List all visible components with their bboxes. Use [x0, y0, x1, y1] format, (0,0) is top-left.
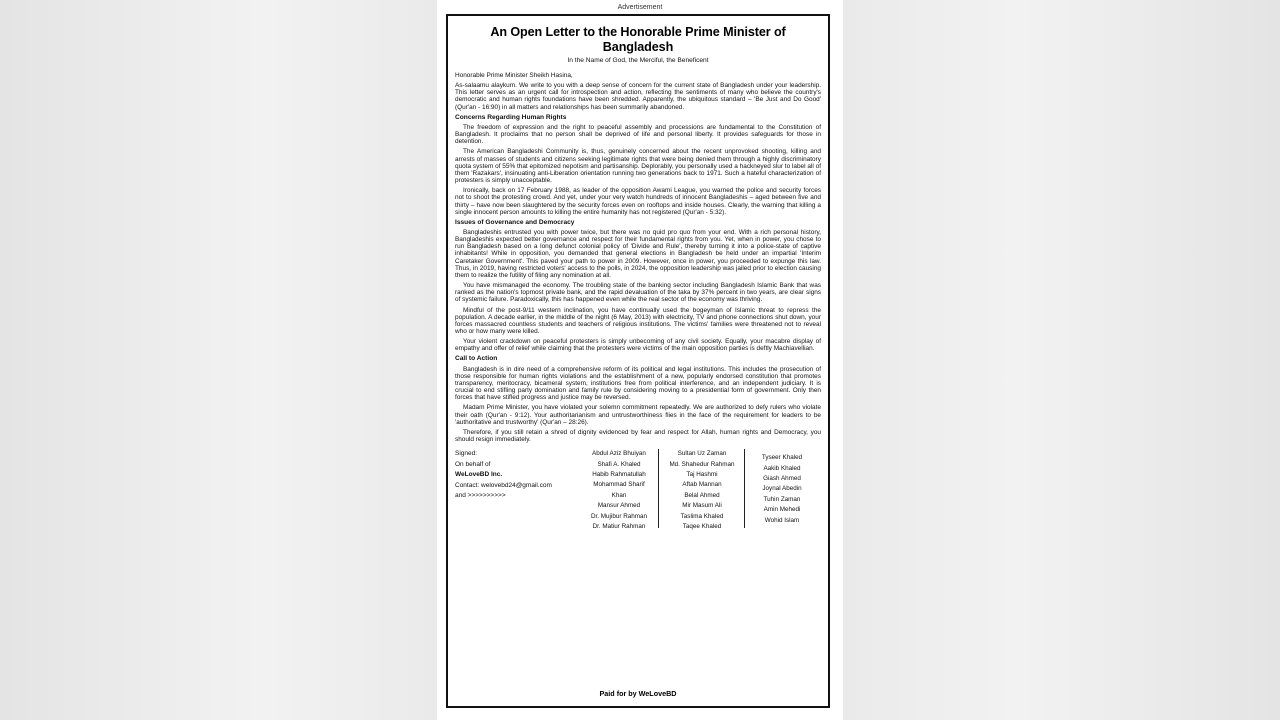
background-right: [843, 0, 1280, 720]
signatory-name: Taqee Khaled: [682, 523, 722, 531]
signatory-name: Md. Shahedur Rahman: [669, 460, 735, 468]
section-heading: Issues of Governance and Democracy: [455, 218, 575, 226]
signatory-name: Mir Masum Ali: [682, 502, 722, 510]
signatory-name: Tuhin Zaman: [763, 495, 801, 503]
signatory-name: Aftab Mannan: [682, 481, 722, 489]
signature-area: [455, 449, 821, 531]
signatory-name: Giash Ahmed: [763, 475, 801, 482]
paragraph: Your violent crackdown on peaceful protesters is simply unbecoming of any civil society. Equally, your macabre display of empathy and offer of relief while claiming that the protesters were victims of the main opposition parties is deftly Machiavellian.: [455, 338, 821, 353]
signatory-name: Shafi A. Khaled: [597, 460, 641, 468]
organization-name: WeLoveBD Inc.: [455, 471, 503, 479]
background-left: [0, 0, 437, 720]
signatory-name: Joynal Abedin: [762, 485, 802, 493]
intro-paragraph: As-salaamu alaykum. We write to you with a deep sense of concern for the current state of Bangladesh under your leadership. This letter serves as an urgent call for introspection and action, reflecting the sentiments of many who believe the country's democratic and human rights foundations have been shredded. Apparently, the ubiquitous standard – 'Be Just and Do Good' (Qur'an - 16:90) in all matters and relationships has been summarily abandoned.: [455, 82, 821, 111]
paragraph: The American Bangladeshi Community is, thus, genuinely concerned about the recent unprovoked shooting, killing and arrests of masses of students and citizens seeking legitimate rights that were being denied them through a highly discriminatory quota system of 55% that epitomized nepotism and partisanship. Deplorably, you personally used a hackneyed slur to label all of them 'Razakars', insinuating anti-Liberation orientation running two generations back to 1971. Such a hateful characterization of protesters is simply unacceptable.: [455, 148, 821, 185]
signatory-name: Dr. Mujibur Rahman: [591, 512, 647, 520]
signatory-name: Taj Hashmi: [686, 471, 718, 478]
signatory-name: Mohammad Sharif: [593, 481, 645, 489]
letter-title: An Open Letter to the Honorable Prime Minister of Bangladesh: [490, 25, 786, 54]
section-heading: Concerns Regarding Human Rights: [455, 113, 567, 121]
signatory-column-2: [664, 449, 740, 532]
signed-label: Signed:: [455, 450, 478, 458]
salutation: Honorable Prime Minister Sheikh Hasina,: [455, 72, 573, 79]
signatory-name: Mansur Ahmed: [597, 502, 641, 510]
column-divider: [744, 449, 745, 528]
contact-email: Contact: welovebd24@gmail.com: [455, 481, 552, 489]
signatory-name: Tyseer Khaled: [761, 454, 803, 462]
paragraph: The freedom of expression and the right to peaceful assembly and processions are fundamental to the Constitution of Bangladesh. It proclaims that no person shall be deprived of life and personal liberty. It provides safeguards for those in detention.: [455, 123, 821, 146]
on-behalf-label: On behalf of: [455, 460, 491, 468]
signatory-name: Taslima Khaled: [680, 512, 724, 520]
signatory-name: Khan: [611, 491, 627, 499]
advertisement-label: Advertisement: [617, 4, 663, 11]
signatory-name: Belal Ahmed: [684, 491, 720, 499]
section-heading: Call to Action: [455, 355, 498, 363]
signatory-column-3: [751, 453, 813, 526]
signatory-name: Dr. Matiur Rahman: [592, 523, 646, 531]
paragraph: You have mismanaged the economy. The troubling state of the banking sector including Bangladesh Islamic Bank that was ranked as the nation's topmost private bank, and the rapid devaluation of the taka by 37% percent in two years, are clear signs of systemic failure. Paradoxically, this has happened even while the real sector of the economy was thriving.: [455, 282, 821, 304]
paragraph: Bangladeshis entrusted you with power twice, but there was no quid pro quo from your end. With a rich personal history, Bangladeshis expected better governance and respect for their fundamental rights from you. Yet, when in power, you chose to run Bangladesh based on a long defunct colonial policy of 'Divide and Rule', thereby turning it into a police-state of captive inhabitants! While in opposition, you demanded that general elections in Bangladesh be held under an impartial 'Interim Caretaker Government'. This paved your path to power in 2009. However, once in power, you proceeded to expunge this law. Thus, in 2019, having restricted voters' access to the polls, in 2024, the opposition leadership was jailed prior to election causing them to realize the futility of filing any nomination at all.: [455, 228, 821, 279]
signatory-name: Amin Mehedi: [763, 506, 801, 514]
signatory-name: Abdul Aziz Bhuiyan: [592, 450, 646, 458]
signatory-name: Aakib Khaled: [763, 464, 801, 472]
signatory-name: Sultan Uz Zaman: [677, 450, 727, 458]
signature-block: [455, 449, 580, 502]
paragraph: Mindful of the post-9/11 western inclination, you have continually used the bogeyman of Islamic threat to repress the population. A decade earlier, in the middle of the night (6 May, 2013) with electricity, TV and phone connections shut down, your forces massacred countless students and teachers of religious institutions. The victims' families were threatened not to reveal who or how many were killed.: [455, 306, 821, 335]
signatory-column-1: [585, 449, 653, 532]
paragraph: Therefore, if you still retain a shred of dignity evidenced by fear and respect for Allah, human rights and Democracy, you should resign immediately.: [455, 428, 821, 444]
paragraph: Ironically, back on 17 February 1988, as leader of the opposition Awami League, you warned the police and security forces not to shoot the protesting crowd. And yet, under your very watch hundreds of innocent Bangladeshis – aged between five and thirty – have now been slaughtered by the security forces even on rooftops and inside houses. Clearly, the warning that killing a single innocent person amounts to killing the entire humanity has not registered (Qur'an - 5:32).: [455, 187, 821, 216]
newspaper-page: [437, 0, 843, 720]
and-more-label: and >>>>>>>>>>: [455, 492, 506, 500]
letter-subtitle: In the Name of God, the Merciful, the Beneficent: [567, 57, 709, 64]
paid-by-line: Paid for by WeLoveBD: [599, 689, 677, 698]
paragraph: Bangladesh is in dire need of a comprehensive reform of its political and legal institutions. This includes the prosecution of those responsible for human rights violations and the establishment of a new, popularly endorsed constitution that promotes transparency, meritocracy, bicameral system, institutions free from political interference, and an independent judiciary. It is crucial to end stifling party domination and family rule by considering moving to a presidential form of government. Only then forces that have stifled progress and justice may be reversed.: [455, 365, 821, 402]
letter-body: [455, 72, 821, 443]
signatory-name: Habib Rahmatullah: [592, 471, 646, 478]
signatory-name: Wohid Islam: [764, 516, 800, 524]
advertisement-frame: [446, 14, 830, 708]
paragraph: Madam Prime Minister, you have violated your solemn commitment repeatedly. We are authorized to defy rulers who violate their oath (Qur'an - 9:12). Your authoritarianism and untrustworthiness flies in the face of the requirement for leaders to be 'authoritative and trustworthy' (Qur'an – 28:26).: [455, 404, 821, 426]
column-divider: [658, 449, 659, 528]
